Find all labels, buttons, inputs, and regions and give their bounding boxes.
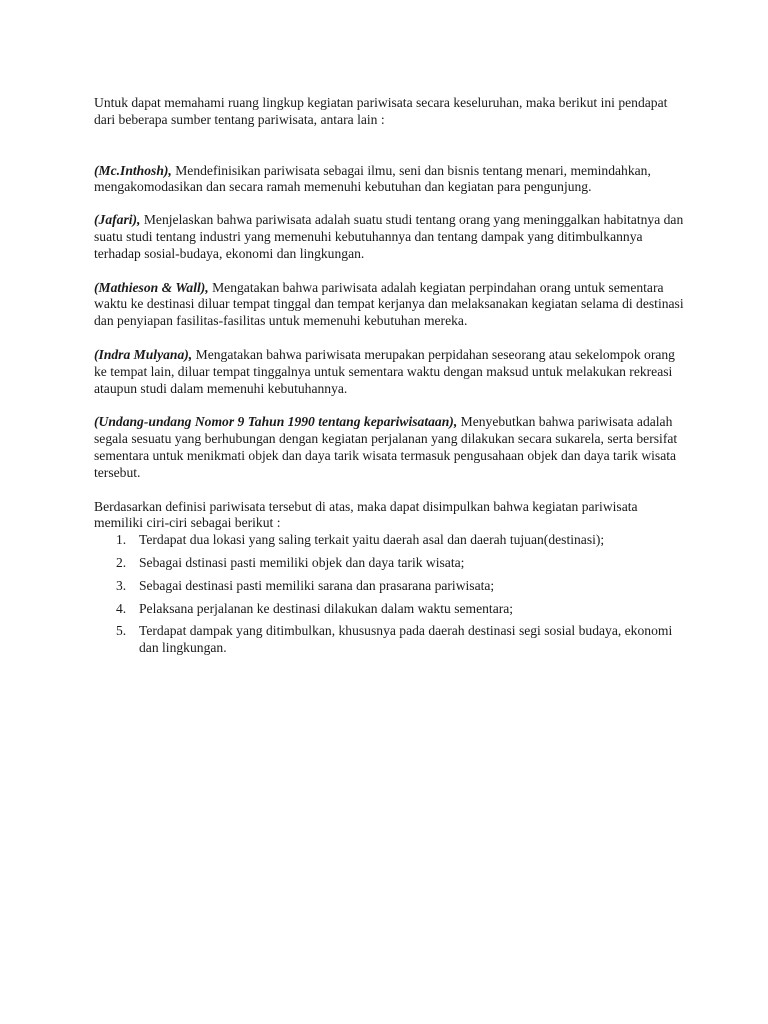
list-item (94, 623, 684, 657)
list-item (94, 578, 684, 595)
definition-text: Menyebutkan bahwa pariwisata adalah segala sesuatu yang berhubungan dengan kegiatan perjalanan yang dilakukan secara sukarela, serta bersifat sementara untuk menikmati objek dan daya tarik wisata termasuk pengusahaan objek dan daya tarik wisata tersebut. (94, 414, 678, 480)
definition-source: (Mathieson & Wall), (94, 279, 209, 295)
intro-paragraph: Untuk dapat memahami ruang lingkup kegiatan pariwisata secara keseluruhan, maka berikut ini pendapat dari beberapa sumber tentang pariwisata, antara lain : (94, 95, 668, 127)
list-text: Terdapat dua lokasi yang saling terkait yaitu daerah asal dan daerah tujuan(destinasi); (139, 532, 605, 548)
definition-source: (Indra Mulyana), (94, 346, 193, 362)
list-item (94, 555, 684, 572)
definition-mathieson-wall (94, 280, 684, 330)
traits-list (94, 532, 684, 657)
definition-text: Mengatakan bahwa pariwisata merupakan perpidahan seseorang atau sekelompok orang ke tempat lain, diluar tempat tinggalnya untuk sementara waktu dengan maksud untuk melakukan rekreasi ataupun studi dalam memenuhi kebutuhannya. (94, 346, 675, 396)
definition-text: Mendefinisikan pariwisata sebagai ilmu, seni dan bisnis tentang menari, memindahkan, mengakomodasikan dan secara ramah memenuhi kebutuhan dan kegiatan para pengunjung. (94, 162, 651, 195)
definition-text: Mengatakan bahwa pariwisata adalah kegiatan perpindahan orang untuk sementara waktu ke destinasi diluar tempat tinggal dan tempat kerjanya dan melaksanakan kegiatan selama di destinasi dan penyiapan fasilitas-fasilitas untuk memenuhi kebutuhan mereka. (94, 279, 684, 329)
list-text: Terdapat dampak yang ditimbulkan, khususnya pada daerah destinasi segi sosial budaya, ekonomi dan lingkungan. (139, 623, 673, 656)
list-number: 3. (116, 577, 127, 593)
list-number: 1. (116, 532, 127, 548)
definition-text: Menjelaskan bahwa pariwisata adalah suatu studi tentang orang yang meninggalkan habitatnya dan suatu studi tentang industri yang memenuhi kebutuhannya dan tentang dampak yang ditimbulkannya terhadap sosial-budaya, ekonomi dan lingkungan. (94, 212, 684, 261)
list-number: 2. (116, 554, 127, 570)
definition-source: (Jafari), (94, 212, 141, 228)
definition-source: (Mc.Inthosh), (94, 162, 172, 178)
definition-indra-mulyana (94, 347, 684, 397)
list-text: Sebagai destinasi pasti memiliki sarana dan prasarana pariwisata; (139, 577, 495, 593)
conclusion-paragraph: Berdasarkan definisi pariwisata tersebut di atas, maka dapat disimpulkan bahwa kegiatan pariwisata memiliki ciri-ciri sebagai berikut : (94, 498, 638, 531)
definition-source: (Undang-undang Nomor 9 Tahun 1990 tentang kepariwisataan), (94, 414, 458, 430)
list-text: Sebagai dstinasi pasti memiliki objek dan daya tarik wisata; (139, 554, 465, 570)
list-text: Pelaksana perjalanan ke destinasi dilakukan dalam waktu sementara; (139, 600, 514, 616)
list-number: 4. (116, 600, 127, 616)
definition-mcintosh (94, 163, 684, 197)
list-number: 5. (116, 623, 127, 639)
definition-jafari (94, 212, 684, 262)
document-body (94, 95, 684, 657)
definition-undang-undang (94, 414, 684, 481)
list-item (94, 601, 684, 618)
list-item (94, 532, 684, 549)
